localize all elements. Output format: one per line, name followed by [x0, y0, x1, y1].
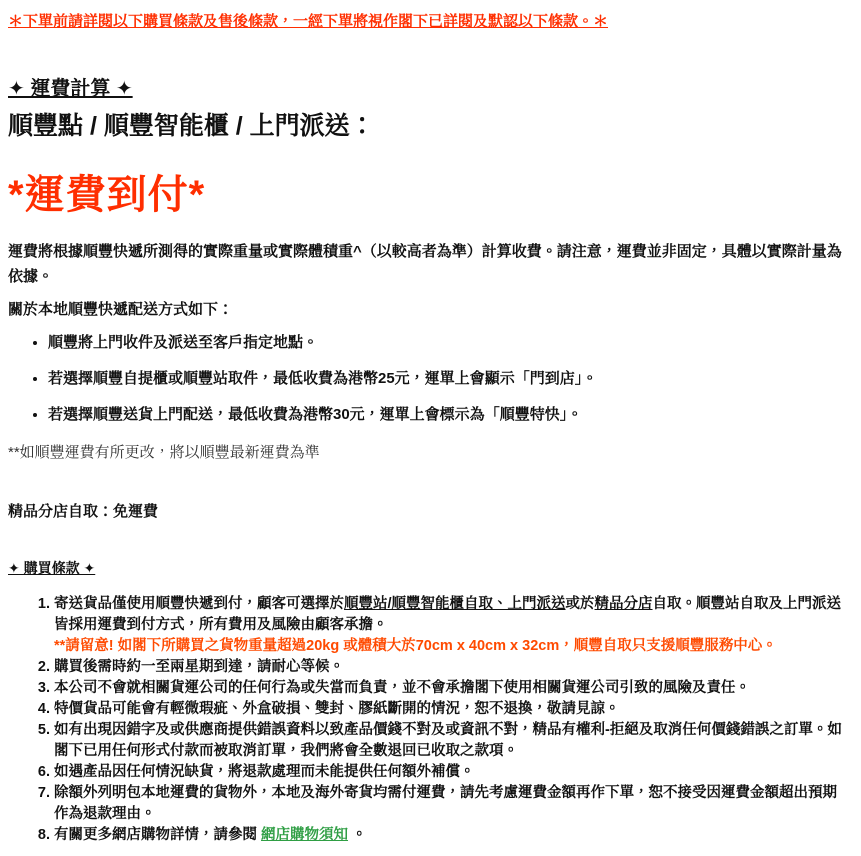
term-text: 特價貨品可能會有輕微瑕疵、外盒破損、雙封、膠紙斷開的情況，恕不退換，敬請見諒。 [54, 701, 620, 717]
term-item [54, 594, 851, 657]
term-text: 本公司不會就相關貨運公司的任何行為或失當而負責，並不會承擔閣下使用相關貨運公司引致的風險及責任。 [54, 680, 750, 696]
fee-update-note: **如順豐運費有所更改，將以順豐最新運費為準 [8, 444, 320, 461]
term-text: 除額外列明包本地運費的貨物外，本地及海外寄貨均需付運費，請先考慮運費金額再作下單，恕不接受因運費金額超出預期作為退款理由。 [54, 785, 837, 822]
delivery-option-door-pickup: • 順豐將上門收件及派送至客戶指定地點。 [48, 333, 851, 352]
pre-order-notice: ＊下單前請詳閱以下購買條款及售後條款，一經下單將視作閣下已詳閱及默認以下條款。＊ [8, 13, 609, 30]
term-item [54, 762, 851, 783]
term-text: 如有出現因錯字及或供應商提供錯誤資料以致產品價錢不對及或資訊不對，精品有權利-拒絕及取消任何價錢錯誤之訂單。如閣下已用任何形式付款而被取消訂單，我們將會全數退回已收取之款項。 [54, 722, 842, 759]
delivery-option-locker-station: • 若選擇順豐自提櫃或順豐站取件，最低收費為港幣25元，運單上會顯示「門到店」。 [48, 369, 851, 388]
size-limit-warning: **請留意! 如閣下所購買之貨物重量超過20kg 或體積大於70cm x 40cm x 32cm，順豐自取只支援順豐服務中心。 [54, 638, 777, 654]
store-pickup-note: 精品分店自取：免運費 [8, 503, 159, 520]
term-text: 購買後需時約一至兩星期到達，請耐心等候。 [54, 659, 344, 675]
delivery-options-list [8, 333, 851, 424]
term-text: 有關更多網店購物詳情，請參閱 [54, 827, 262, 843]
term-text: 如遇產品因任何情況缺貨，將退款處理而未能提供任何額外補償。 [54, 764, 475, 780]
underlined-term-text: 順豐站/順豐智能櫃自取、上門派送 [344, 596, 566, 612]
purchase-terms-list [8, 594, 851, 846]
term-text: 寄送貨品僅使用順豐快遞到付，顧客可選擇於 [54, 596, 344, 612]
delivery-option-home-delivery: • 若選擇順豐送貨上門配送，最低收費為港幣30元，運單上會標示為「順豐特快」。 [48, 405, 851, 424]
term-item [54, 699, 851, 720]
shipping-calc-heading: ✦ 運費計算 ✦ [8, 78, 133, 100]
term-item [54, 720, 851, 762]
term-item [54, 825, 851, 846]
term-item [54, 783, 851, 825]
local-delivery-intro: 關於本地順豐快遞配送方式如下： [8, 301, 234, 318]
term-text: 。 [348, 827, 367, 843]
shop-guide-link[interactable]: 網店購物須知 [261, 827, 349, 843]
term-text: 或於 [565, 596, 595, 612]
term-item [54, 678, 851, 699]
purchase-terms-heading: ✦ 購買條款 ✦ [8, 560, 96, 576]
shipping-fee-intro: 運費將根據順豐快遞所測得的實際重量或實際體積重^（以較高者為準）計算收費。請注意，運費並非固定，具體以實際計量為依據。 [8, 243, 842, 285]
term-text: 自取。順豐站自取及上門派送皆採用運費到付方式，所有費用及風險由顧客承擔。 [54, 596, 842, 633]
underlined-term-text: 精品分店 [594, 596, 653, 612]
delivery-methods-heading: 順豐點 / 順豐智能櫃 / 上門派送： [8, 112, 375, 140]
term-item [54, 657, 851, 678]
freight-collect-banner: *運費到付* [8, 173, 206, 217]
